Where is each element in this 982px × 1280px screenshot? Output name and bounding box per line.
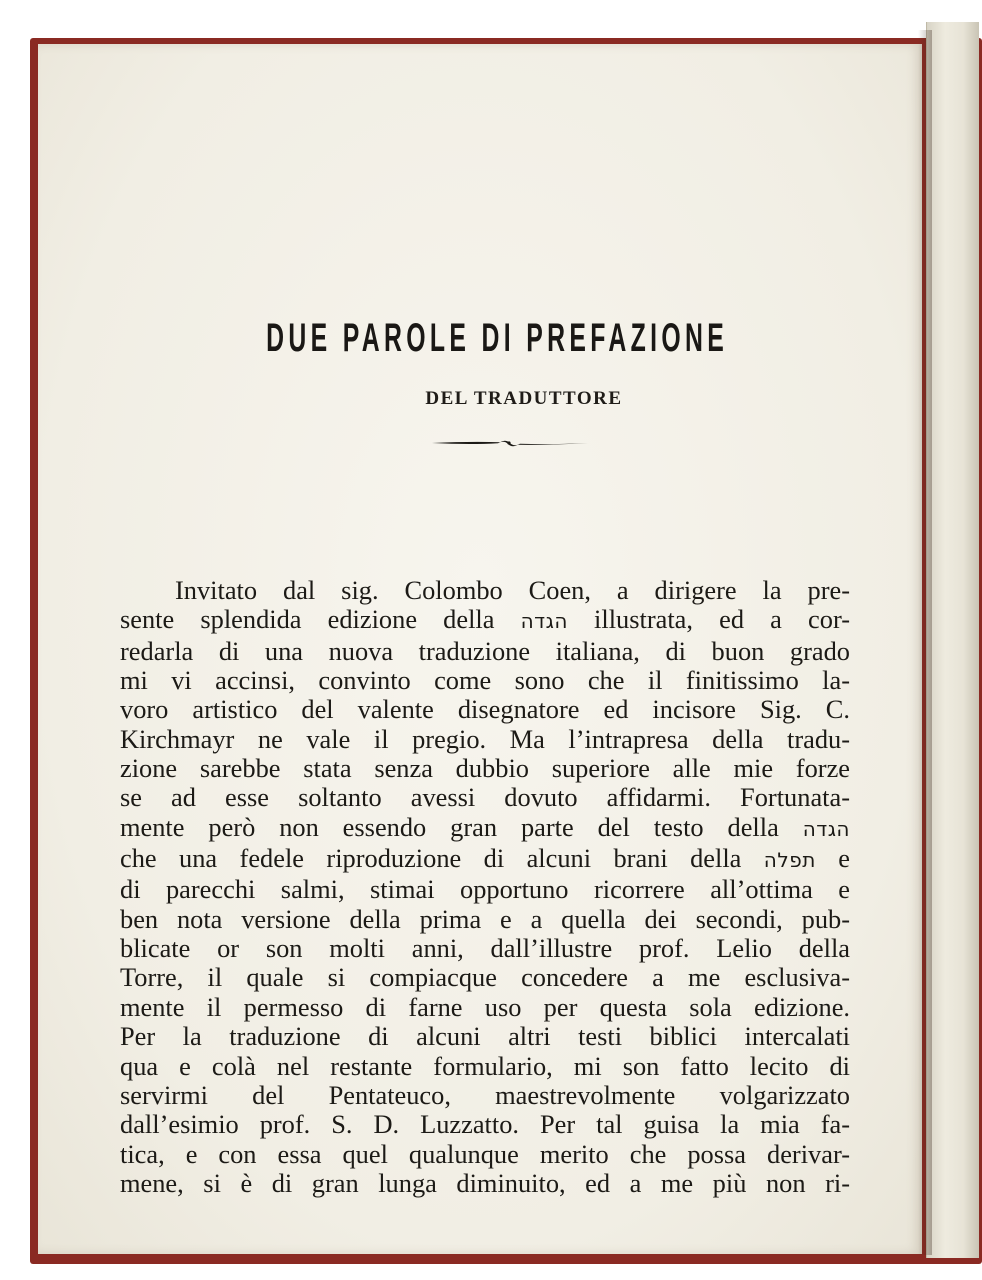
text-line: voro artistico del valente disegnatore ed incisore Sig. C. bbox=[120, 694, 850, 725]
text-line: servirmi del Pentateuco, maestrevolmente volgarizzato bbox=[120, 1079, 850, 1110]
hebrew-word: הגדה bbox=[802, 816, 850, 841]
facing-page-edge bbox=[926, 22, 979, 1258]
text-line: qua e colà nel restante formulario, mi son fatto lecito di bbox=[120, 1050, 850, 1081]
text-line: sente splendida edizione della הגדה illustrata, ed a cor- bbox=[120, 604, 850, 635]
page-subtitle: DEL TRADUTTORE bbox=[425, 388, 623, 409]
text-line: Torre, il quale si compiacque concedere a me esclusiva- bbox=[120, 962, 850, 993]
book-page bbox=[38, 44, 922, 1254]
text-line: mene, si è di gran lunga diminuito, ed a me più non ri- bbox=[120, 1167, 850, 1198]
page-title: DUE PAROLE DI PREFAZIONE bbox=[266, 316, 729, 360]
preface-paragraph bbox=[120, 576, 850, 1198]
text-line: mente il permesso di farne uso per questa sola edizione. bbox=[120, 991, 850, 1022]
text-line: Kirchmayr ne vale il pregio. Ma l’intrapresa della tradu- bbox=[120, 723, 850, 754]
ornamental-rule-icon bbox=[430, 436, 590, 450]
text-line: ben nota versione della prima e a quella dei secondi, pub- bbox=[120, 903, 850, 934]
page-gutter-shadow bbox=[918, 30, 932, 1255]
text-line: se ad esse soltanto avessi dovuto affidarmi. Fortunata- bbox=[120, 782, 850, 813]
text-line: tica, e con essa quel qualunque merito che possa derivar- bbox=[120, 1138, 850, 1169]
text-line: blicate or son molti anni, dall’illustre prof. Lelio della bbox=[120, 933, 850, 964]
text-line: mente però non essendo gran parte del testo della הגדה bbox=[120, 811, 850, 842]
hebrew-word: תפלה bbox=[763, 848, 816, 873]
text-line: Per la traduzione di alcuni altri testi biblici intercalati bbox=[120, 1021, 850, 1052]
text-line: Invitato dal sig. Colombo Coen, a dirigere la pre- bbox=[175, 575, 850, 605]
text-line: che una fedele riproduzione di alcuni brani della תפלה e bbox=[120, 843, 850, 874]
text-line: di parecchi salmi, stimai opportuno ricorrere all’ottima e bbox=[120, 874, 850, 905]
hebrew-word: הגדה bbox=[520, 609, 568, 634]
text-line: redarla di una nuova traduzione italiana, di buon grado bbox=[120, 635, 850, 666]
text-line: zione sarebbe stata senza dubbio superiore alle mie forze bbox=[120, 753, 850, 784]
text-line: mi vi accinsi, convinto come sono che il finitissimo la- bbox=[120, 665, 850, 696]
text-line: dall’esimio prof. S. D. Luzzatto. Per tal guisa la mia fa- bbox=[120, 1109, 850, 1140]
